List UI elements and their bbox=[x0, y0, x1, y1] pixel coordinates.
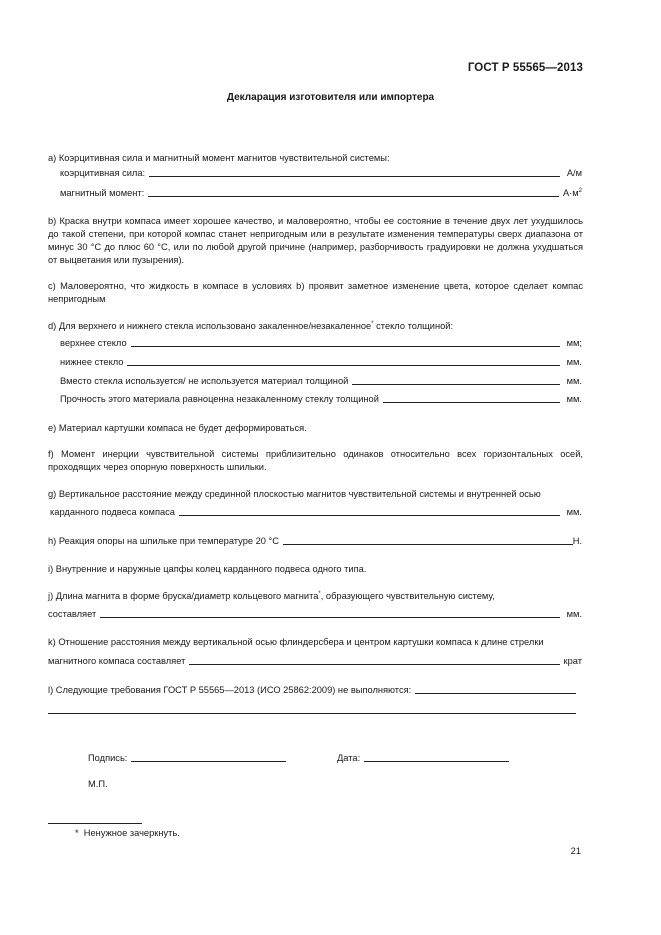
coercive-force-unit: А/м bbox=[566, 168, 582, 178]
section-a-text: a) Коэрцитивная сила и магнитный момент магнитов чувствительной системы: bbox=[48, 153, 390, 163]
section-j-line bbox=[48, 608, 582, 621]
material-strength-unit: мм. bbox=[566, 394, 582, 404]
coercive-force-field[interactable] bbox=[149, 176, 560, 177]
substitute-material-line bbox=[60, 375, 582, 388]
footnote-star: * bbox=[75, 828, 79, 838]
date-line bbox=[337, 752, 509, 765]
section-d-text: d) Для верхнего и нижнего стекла использовано закаленное/незакаленное* стекло толщиной: bbox=[48, 320, 454, 331]
pivot-reaction-field[interactable] bbox=[283, 544, 573, 545]
footnote-text: Ненужное зачеркнуть. bbox=[83, 828, 180, 838]
stamp-label: М.П. bbox=[88, 779, 108, 789]
footnote-marker: * bbox=[371, 320, 374, 327]
material-strength-field[interactable] bbox=[383, 402, 560, 403]
section-a-moment-line bbox=[60, 187, 582, 200]
ratio-field[interactable] bbox=[189, 664, 559, 665]
section-g-text: g) Вертикальное расстояние между срединной плоскостью магнитов чувствительной системы и внутренней осью bbox=[48, 489, 541, 499]
substitute-material-label: Вместо стекла используется/ не используется материал толщиной bbox=[60, 376, 349, 386]
pivot-reaction-unit: Н. bbox=[572, 536, 582, 546]
upper-glass-unit: мм; bbox=[566, 338, 582, 348]
lower-glass-label: нижнее стекло bbox=[60, 357, 124, 367]
substitute-material-unit: мм. bbox=[566, 376, 582, 386]
section-i-text: i) Внутренние и наружные цапфы колец карданного подвеса одного типа. bbox=[48, 564, 367, 574]
magnet-length-label: составляет bbox=[48, 609, 97, 619]
section-e-text: е) Материал картушки компаса не будет деформироваться. bbox=[48, 423, 307, 433]
coercive-force-label: коэрцитивная сила: bbox=[60, 168, 146, 178]
page-number: 21 bbox=[570, 846, 581, 856]
lower-glass-line bbox=[60, 356, 582, 369]
document-code: ГОСТ Р 55565—2013 bbox=[467, 62, 583, 74]
section-b-text: b) Краска внутри компаса имеет хорошее качество, и маловероятно, чтобы ее состояние в течение двух лет ухудшилось до такой степени, при которой компас станет непригодным или в результате изменения температуры сверх диапазона от минус 30 °С до плюс 60 °С, или по любой другой причине (например, разборчивость градуировки не должна ухудшаться от выцветания или пузырения). bbox=[48, 216, 583, 265]
lower-glass-unit: мм. bbox=[566, 357, 582, 367]
footnote bbox=[75, 827, 180, 840]
ratio-unit: крат bbox=[563, 656, 582, 666]
ratio-label: магнитного компаса составляет bbox=[48, 656, 186, 666]
upper-glass-field[interactable] bbox=[131, 346, 560, 347]
section-l-line bbox=[48, 684, 576, 697]
signature-field[interactable] bbox=[131, 761, 286, 762]
pivot-reaction-label: h) Реакция опоры на шпильке при температуре 20 °С bbox=[48, 536, 279, 546]
footnote-marker: * bbox=[318, 590, 321, 597]
magnetic-moment-field[interactable] bbox=[148, 196, 559, 197]
unmet-requirements-field[interactable] bbox=[415, 693, 576, 694]
section-k-text: k) Отношение расстояния между вертикальной осью флиндерсбера и центром картушки компаса к длине стрелки bbox=[48, 637, 544, 647]
upper-glass-line bbox=[60, 337, 582, 350]
gimbal-distance-label: карданного подвеса компаса bbox=[50, 507, 175, 517]
footnote-divider bbox=[48, 823, 142, 824]
magnet-length-field[interactable] bbox=[100, 617, 560, 618]
section-g-line bbox=[50, 506, 582, 519]
page-title: Декларация изготовителя или импортера bbox=[226, 92, 435, 103]
gimbal-distance-unit: мм. bbox=[566, 507, 582, 517]
magnetic-moment-unit: $А\cdot м^2$ bbox=[562, 187, 582, 198]
date-field[interactable] bbox=[364, 761, 509, 762]
upper-glass-label: верхнее стекло bbox=[60, 338, 127, 348]
section-j-text: j) Длина магнита в форме бруска/диаметр кольцевого магнита*, образующего чувствительную систему, bbox=[48, 590, 495, 601]
date-label: Дата: bbox=[337, 753, 361, 763]
gimbal-distance-field[interactable] bbox=[179, 515, 560, 516]
magnetic-moment-label: магнитный момент: bbox=[60, 188, 145, 198]
signature-label: Подпись: bbox=[88, 753, 128, 763]
material-strength-label: Прочность этого материала равноценна незакаленному стеклу толщиной bbox=[60, 394, 379, 404]
magnet-length-unit: мм. bbox=[566, 609, 582, 619]
section-a-coercive-line bbox=[60, 167, 582, 180]
signature-line bbox=[88, 752, 286, 765]
section-k-line bbox=[48, 655, 582, 668]
section-h-line bbox=[48, 535, 582, 548]
substitute-material-field[interactable] bbox=[352, 384, 560, 385]
material-strength-line bbox=[60, 393, 582, 406]
section-c-text: с) Маловероятно, что жидкость в компасе в условиях b) проявит заметное изменение цвета, которое сделает компас непригодным bbox=[48, 281, 583, 304]
unmet-requirements-label: l) Следующие требования ГОСТ Р 55565—2013 (ИСО 25862:2009) не выполняются: bbox=[48, 685, 412, 695]
section-f-text: f) Момент инерции чувствительной системы приблизительно одинаков относительно всех горизонтальных осей, проходящих через опорную поверхность шпильки. bbox=[48, 449, 583, 472]
lower-glass-field[interactable] bbox=[127, 365, 560, 366]
unmet-requirements-field-2[interactable] bbox=[48, 713, 576, 714]
